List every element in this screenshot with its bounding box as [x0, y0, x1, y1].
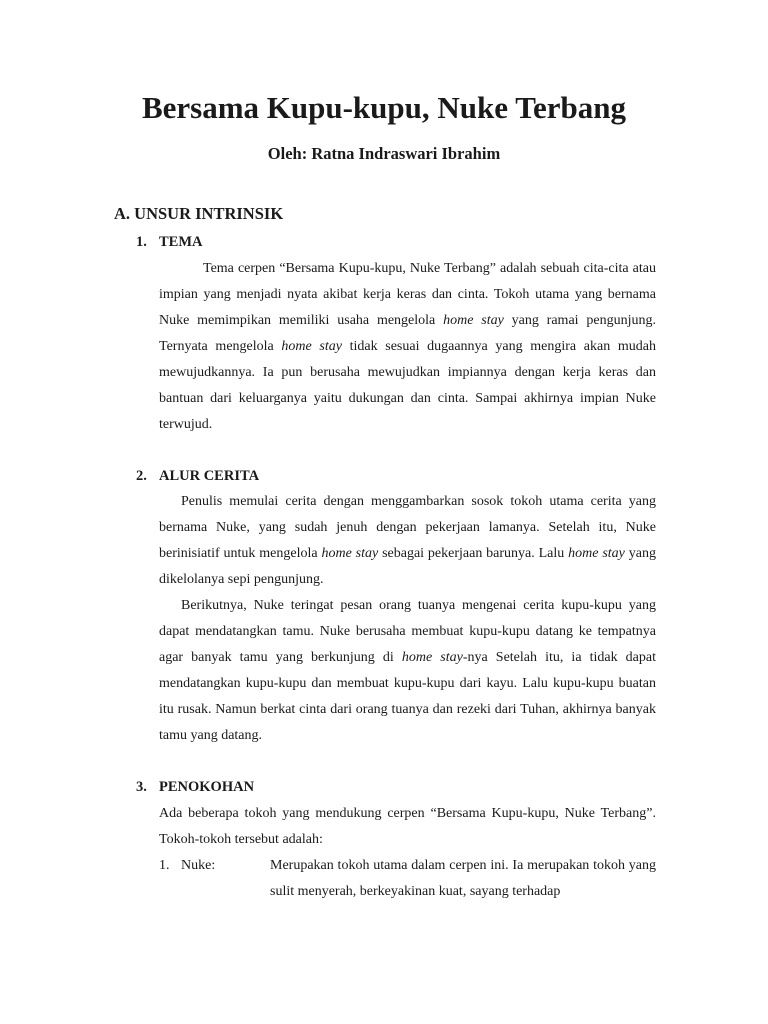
text-run: sebagai pekerjaan barunya. Lalu [378, 546, 569, 561]
subheading-number: 2. [136, 468, 147, 484]
character-item-description: Merupakan tokoh utama dalam cerpen ini. Ia merupakan tokoh yang sulit menyerah, berkeyakinan kuat, sayang terhadap [270, 858, 656, 899]
subheading-label: PENOKOHAN [159, 779, 255, 795]
text-run: tidak sesuai dugaannya yang mengira akan mudah mewujudkannya. Ia pun berusaha mewujudkan impiannya dengan kerja keras dan bantuan dari keluarganya yaitu dukungan dan cinta. Sampai akhirnya impian Nuke terwujud. [159, 339, 656, 432]
document-title: Bersama Kupu-kupu, Nuke Terbang [141, 90, 627, 125]
text-run: yang ramai pengunjung. Ternyata mengelola [159, 313, 656, 354]
alur-paragraph-2 [159, 593, 656, 749]
penokohan-intro: Ada beberapa tokoh yang mendukung cerpen “Bersama Kupu-kupu, Nuke Terbang”. Tokoh-tokoh tersebut adalah: [159, 806, 656, 847]
text-run: Berikutnya, Nuke teringat pesan orang tuanya mengenai cerita kupu-kupu yang dapat mendatangkan tamu. Nuke berusaha membuat kupu-kupu datang ke tempatnya agar banyak tamu yang berkunjung di [159, 598, 656, 665]
italic-term: home stay [568, 546, 625, 561]
subheading-alur-cerita [136, 466, 259, 486]
italic-term: home stay [321, 546, 379, 561]
subheading-label: TEMA [159, 234, 203, 250]
subheading-number: 1. [136, 234, 147, 250]
tema-paragraph [159, 256, 656, 438]
subheading-number: 3. [136, 779, 147, 795]
subheading-tema [136, 232, 203, 252]
author-line: Oleh: Ratna Indraswari Ibrahim [267, 144, 501, 163]
subheading-penokohan [136, 777, 254, 797]
character-item-number: 1. [159, 858, 170, 873]
italic-term: home stay [443, 313, 504, 328]
text-run: yang dikelolanya sepi pengunjung. [159, 546, 656, 587]
italic-term: home stay [401, 650, 463, 665]
italic-term: home stay [281, 339, 342, 354]
subheading-label: ALUR CERITA [159, 468, 260, 484]
section-heading-unsur-intrinsik: A. UNSUR INTRINSIK [114, 204, 284, 223]
alur-paragraph-1 [159, 489, 656, 593]
character-item-label: Nuke: [181, 858, 216, 873]
text-run: Tema cerpen “Bersama Kupu-kupu, Nuke Terbang” adalah sebuah cita-cita atau impian yang menjadi nyata akibat kerja keras dan cinta. Tokoh utama yang bernama Nuke memimpikan memiliki usaha mengelola [159, 261, 656, 328]
text-run: Penulis memulai cerita dengan menggambarkan sosok tokoh utama cerita yang bernama Nuke, yang sudah jenuh dengan pekerjaan lamanya. Setelah itu, Nuke berinisiatif untuk mengelola [159, 494, 656, 561]
text-run: -nya Setelah itu, ia tidak dapat mendatangkan kupu-kupu dan membuat kupu-kupu dari kayu. Lalu kupu-kupu buatan itu rusak. Namun berkat cinta dari orang tuanya dan rezeki dari Tuhan, akhirnya banyak tamu yang datang. [159, 650, 656, 743]
